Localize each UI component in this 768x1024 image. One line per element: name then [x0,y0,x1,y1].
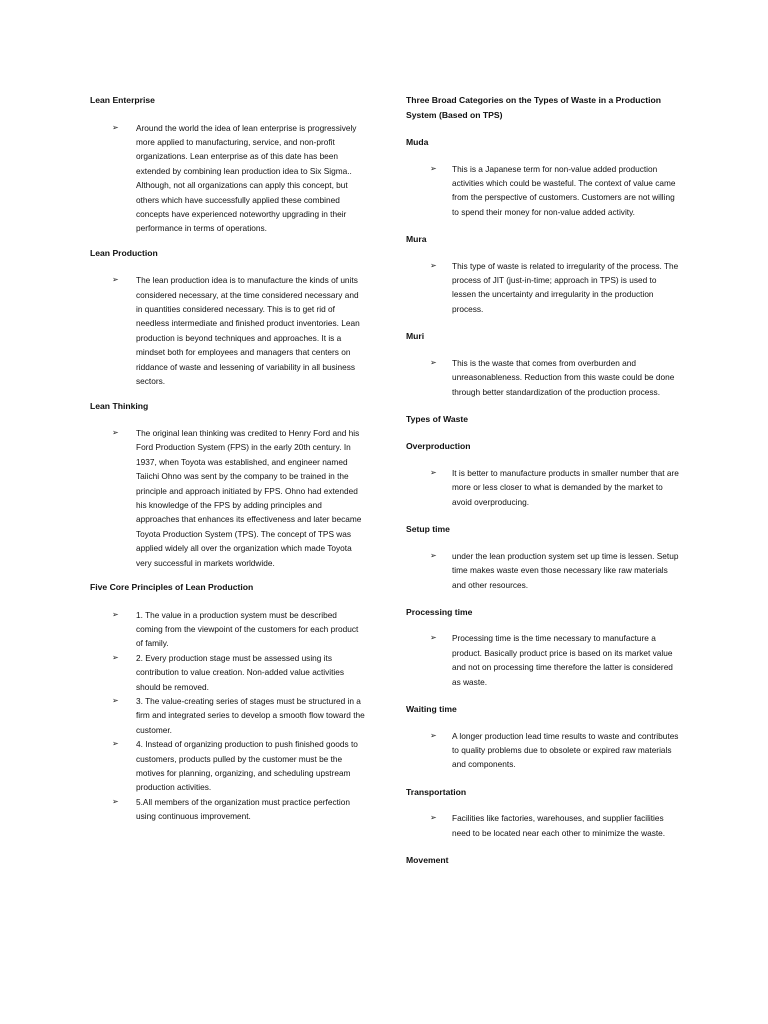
arrow-bullet-icon: ➢ [430,633,437,643]
arrow-bullet-icon: ➢ [112,122,119,132]
list-item [90,608,365,651]
list-item [90,426,365,570]
list-item [406,811,682,840]
section-five-core-principles [90,580,365,824]
section-muda [406,135,682,219]
bullet-list [406,549,682,592]
section-heading: Five Core Principles of Lean Production [90,582,254,593]
list-item-text: The original lean thinking was credited to Henry Ford and his Ford Production System (FPS) in the early 20th century. In 1937, when Toyota was established, and engineer named Taiichi Ohno was sent by the company to be trained in the principle and approach initiated by FPS. Ohno had extended his knowledge of the FPS by adding principles and approaches that enhances its effectiveness and later became Toyota Production System (TPS). The concept of TPS was applied widely all over the organization which made Toyota very successful in markets worldwide. [136,428,362,568]
section-heading: Three Broad Categories on the Types of Waste in a Production System (Based on TPS) [406,95,661,120]
list-item [90,795,365,824]
list-item-text: Facilities like factories, warehouses, and supplier facilities need to be located near each other to minimize the waste. [452,813,666,838]
section-heading: Lean Thinking [90,400,149,411]
list-item-text: This is a Japanese term for non-value added production activities which could be wasteful. The context of value came from the perspective of customers. Customers are not willing to spend their money for non-value added activity. [452,163,676,217]
bullet-list [406,729,682,772]
list-item-text: It is better to manufacture products in smaller number that are more or less closer to what is demanded by the market to avoid overproducing. [452,467,679,507]
list-item [406,631,682,689]
bullet-list [90,121,365,236]
list-item [406,259,682,317]
arrow-bullet-icon: ➢ [112,428,119,437]
bullet-list [90,273,365,388]
list-item [90,651,365,694]
section-waiting-time [406,702,682,772]
arrow-bullet-icon: ➢ [112,796,119,806]
list-item-text: 5.All members of the organization must practice perfection using continuous improvement. [136,796,350,822]
section-types-of-waste [406,412,682,427]
list-item [406,549,682,592]
list-item [90,121,365,236]
section-muri [406,329,682,399]
bullet-list [90,608,365,824]
arrow-bullet-icon: ➢ [430,730,437,740]
list-item-text: 4. Instead of organizing production to push finished goods to customers, products pulled by the customer must be the motives for planning, organizing, and scheduling upstream production activities. [136,739,358,793]
section-heading: Processing time [406,606,473,617]
section-heading: Transportation [406,786,467,797]
section-heading: Movement [406,855,449,866]
section-overproduction [406,439,682,509]
section-heading: Muri [406,331,425,342]
bullet-list [406,162,682,220]
right-column [406,93,682,868]
arrow-bullet-icon: ➢ [112,609,119,619]
section-lean-thinking [90,399,365,571]
arrow-bullet-icon: ➢ [112,739,119,749]
section-lean-enterprise [90,93,365,236]
list-item [406,466,682,509]
arrow-bullet-icon: ➢ [430,163,437,173]
arrow-bullet-icon: ➢ [112,275,119,285]
list-item-text: Around the world the idea of lean enterprise is progressively more applied to manufacturing, service, and non-profit organizations. Lean enterprise as of this date has been extended by combining lean production idea to Six Sigma.. Although, not all organizations can apply this concept, but others which have successfully applied these combined concepts have experienced noteworthy upgrading in their performance in terms of operations. [136,122,357,234]
section-three-categories [406,93,682,122]
list-item-text: This is the waste that comes from overburden and unreasonableness. Reduction from this waste could be done through better standardization of the production process. [452,357,675,397]
section-heading: Lean Enterprise [90,95,155,105]
section-lean-production [90,246,365,389]
left-column [90,93,365,824]
section-heading: Setup time [406,524,450,535]
list-item-text: 3. The value-creating series of stages must be structured in a firm and integrated series to develop a smooth flow toward the customer. [136,696,365,735]
list-item-text: The lean production idea is to manufacture the kinds of units considered necessary, at the time considered necessary and in quantities considered necessary. This is to get rid of needless intermediate and finished product inventories. Lean production is beyond techniques and approaches. It is a mindset both for employees and managers that centers on riddance of waste and lessening of variability in all business sectors. [136,275,360,387]
arrow-bullet-icon: ➢ [112,696,119,705]
section-movement [406,853,682,868]
section-heading: Muda [406,137,429,147]
list-item [406,162,682,220]
list-item [90,273,365,388]
arrow-bullet-icon: ➢ [430,550,437,560]
arrow-bullet-icon: ➢ [430,467,437,477]
bullet-list [406,811,682,840]
bullet-list [406,466,682,509]
list-item [406,356,682,399]
section-heading: Types of Waste [406,413,469,424]
bullet-list [90,426,365,570]
list-item-text: This type of waste is related to irregularity of the process. The process of JIT (just-in-time; approach in TPS) is used to lessen the uncertainty and irregularity in the production process. [452,260,679,314]
arrow-bullet-icon: ➢ [430,260,437,270]
list-item-text: Processing time is the time necessary to manufacture a product. Basically product price is based on its market value and not on processing time therefore the latter is considered as waste. [452,633,673,687]
section-mura [406,232,682,316]
section-processing-time [406,605,682,689]
section-heading: Overproduction [406,441,471,452]
bullet-list [406,356,682,399]
section-transportation [406,785,682,840]
list-item-text: under the lean production system set up time is lessen. Setup time makes waste even those necessary like raw materials and other resources. [452,550,679,590]
list-item-text: A longer production lead time results to waste and contributes to quality problems due to obsolete or expired raw materials and components. [452,730,679,770]
bullet-list [406,259,682,317]
list-item-text: 2. Every production stage must be assessed using its contribution to value creation. Non-added value activities should be removed. [136,652,345,692]
section-heading: Mura [406,234,427,245]
list-item [90,737,365,795]
arrow-bullet-icon: ➢ [430,357,437,367]
section-heading: Lean Production [90,247,158,258]
list-item-text: 1. The value in a production system must be described coming from the viewpoint of the customers for each product of family. [136,609,359,649]
section-setup-time [406,522,682,592]
list-item [90,694,365,737]
arrow-bullet-icon: ➢ [430,813,437,823]
section-heading: Waiting time [406,704,457,715]
arrow-bullet-icon: ➢ [112,652,119,662]
list-item [406,729,682,772]
bullet-list [406,631,682,689]
